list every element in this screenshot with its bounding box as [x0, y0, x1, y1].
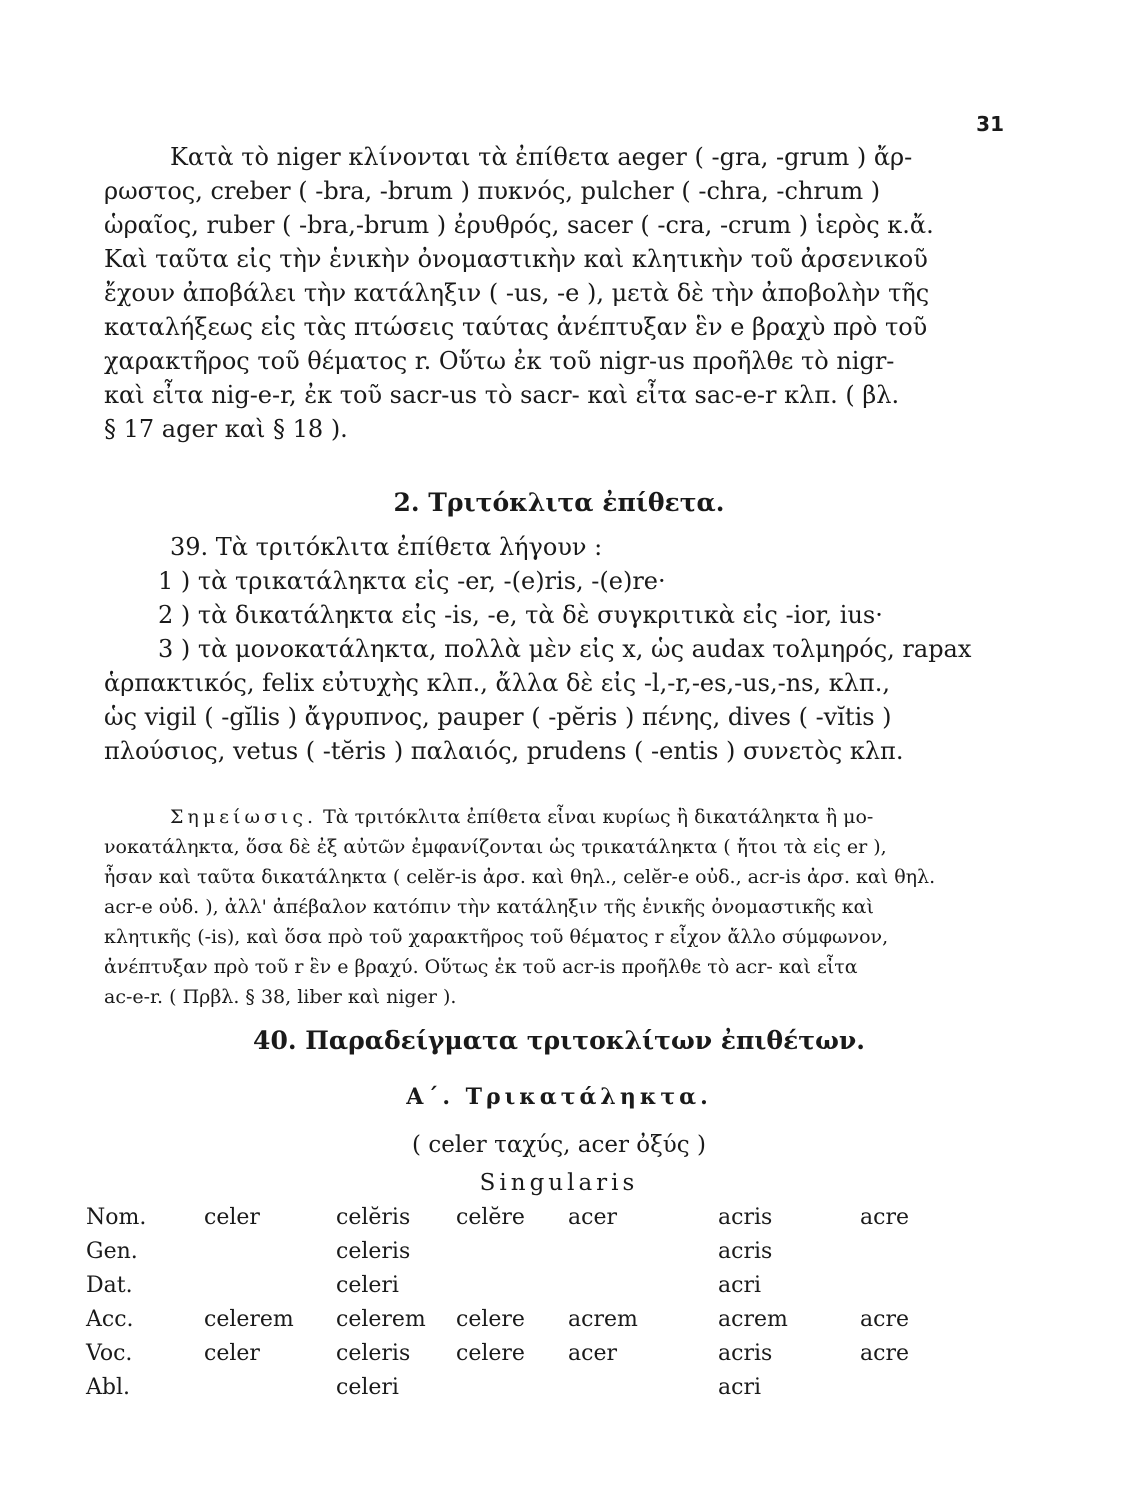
section-39 — [104, 530, 1014, 768]
case-label: Gen. — [86, 1239, 138, 1264]
note-line: ac-e-r. ( Πρβλ. § 38, liber καὶ niger ). — [104, 986, 457, 1008]
table-row — [86, 1375, 966, 1409]
case-label: Abl. — [86, 1375, 130, 1400]
form-cell: celer — [204, 1205, 260, 1230]
note — [104, 802, 1014, 1012]
case-label: Nom. — [86, 1205, 147, 1230]
note-line-1 — [104, 802, 1014, 832]
form-cell — [456, 1273, 568, 1307]
section-heading-2: 2. Τριτόκλιτα ἐπίθετα. — [393, 488, 725, 517]
form-cell: celere — [456, 1341, 525, 1366]
table-row — [86, 1307, 966, 1341]
note-text: Τὰ τριτόκλιτα ἐπίθετα εἶναι κυρίως ἢ δικατάληκτα ἢ μο- — [323, 806, 874, 828]
form-cell: celĕre — [456, 1205, 525, 1230]
form-cell: celerem — [204, 1307, 294, 1332]
note-line: κλητικῆς (-is), καὶ ὅσα πρὸ τοῦ χαρακτῆρος τοῦ θέματος r εἶχον ἄλλο σύμφωνον, — [104, 926, 889, 948]
table-row — [86, 1273, 966, 1307]
form-cell: celeris — [336, 1239, 411, 1264]
form-cell: acer — [568, 1205, 617, 1230]
form-cell: celĕris — [336, 1205, 411, 1230]
form-cell — [456, 1239, 568, 1273]
intro-line: καὶ εἶτα nig-e-r, ἐκ τοῦ sacr-us τὸ sacr- καὶ εἶτα sac-e-r κλπ. ( βλ. — [104, 381, 900, 409]
table-row — [86, 1205, 966, 1239]
form-cell — [860, 1239, 966, 1273]
note-line: ἦσαν καὶ ταῦτα δικατάληκτα ( celĕr-is ἀρσ. καὶ θηλ., celĕr-e οὐδ., acr-is ἀρσ. καὶ θηλ. — [104, 866, 936, 888]
form-cell: celer — [204, 1341, 260, 1366]
form-cell — [860, 1273, 966, 1307]
note-line: νοκατάληκτα, ὅσα δὲ ἐξ αὐτῶν ἐμφανίζονται ὡς τρικατάληκτα ( ἤτοι τὰ εἰς er ), — [104, 836, 887, 858]
form-cell: celeri — [336, 1273, 399, 1298]
note-line: ἀνέπτυξαν πρὸ τοῦ r ἓν e βραχύ. Οὕτως ἐκ τοῦ acr-is προῆλθε τὸ acr- καὶ εἶτα — [104, 956, 858, 978]
form-cell: acrem — [568, 1307, 638, 1332]
page-number: 31 — [976, 112, 1004, 136]
form-cell: celeris — [336, 1341, 411, 1366]
number-label: Singularis — [479, 1170, 639, 1196]
form-cell — [568, 1273, 718, 1307]
intro-line: χαρακτῆρος τοῦ θέματος r. Οὕτω ἐκ τοῦ nigr-us προῆλθε τὸ nigr- — [104, 347, 895, 375]
intro-paragraph — [104, 140, 1014, 446]
form-cell: acris — [718, 1341, 773, 1366]
form-cell — [456, 1375, 568, 1409]
table-row — [86, 1239, 966, 1273]
form-cell: celere — [456, 1307, 525, 1332]
form-cell: acer — [568, 1341, 617, 1366]
paradigm-table — [86, 1205, 966, 1409]
form-cell — [860, 1375, 966, 1409]
form-cell: acri — [718, 1273, 761, 1298]
form-cell: acre — [860, 1341, 909, 1366]
form-cell: acris — [718, 1205, 773, 1230]
note-line: acr-e οὐδ. ), ἀλλ' ἀπέβαλον κατόπιν τὴν κατάληξιν τῆς ἑνικῆς ὀνομαστικῆς καὶ — [104, 896, 874, 918]
case-label: Voc. — [86, 1341, 133, 1366]
list-item-continuation: ὡς vigil ( -gĭlis ) ἄγρυπνος, pauper ( -pĕris ) πένης, dives ( -vĭtis ) — [104, 703, 892, 731]
list-item: 1 ) τὰ τρικατάληκτα εἰς -er, -(e)ris, -(e)re· — [158, 567, 666, 595]
form-cell: acre — [860, 1205, 909, 1230]
note-label: Σημείωσις. — [170, 806, 318, 828]
examples-line: ( celer ταχύς, acer ὀξύς ) — [412, 1132, 706, 1158]
form-cell — [568, 1239, 718, 1273]
list-item-continuation: πλούσιος, vetus ( -tĕris ) παλαιός, prudens ( -entis ) συνετὸς κλπ. — [104, 737, 904, 765]
case-label: Acc. — [86, 1307, 134, 1332]
form-cell — [204, 1375, 336, 1409]
intro-line: ρωστος, creber ( -bra, -brum ) πυκνός, pulcher ( -chra, -chrum ) — [104, 177, 881, 205]
form-cell: acrem — [718, 1307, 788, 1332]
intro-line: καταλήξεως εἰς τὰς πτώσεις ταύτας ἀνέπτυξαν ἓν e βραχὺ πρὸ τοῦ — [104, 313, 928, 341]
list-item: 3 ) τὰ μονοκατάληκτα, πολλὰ μὲν εἰς x, ὡς audax τολμηρός, rapax — [158, 635, 972, 663]
form-cell: celerem — [336, 1307, 426, 1332]
intro-line: § 17 ager καὶ § 18 ). — [104, 415, 348, 443]
section-39-lead: 39. Τὰ τριτόκλιτα ἐπίθετα λήγουν : — [170, 533, 603, 561]
form-cell: acre — [860, 1307, 909, 1332]
intro-line: Καὶ ταῦτα εἰς τὴν ἑνικὴν ὀνομαστικὴν καὶ κλητικὴν τοῦ ἀρσενικοῦ — [104, 245, 928, 273]
intro-line: Κατὰ τὸ niger κλίνονται τὰ ἐπίθετα aeger ( -gra, -grum ) ἄρ- — [170, 143, 913, 171]
table-row — [86, 1341, 966, 1375]
form-cell: acris — [718, 1239, 773, 1264]
form-cell: acri — [718, 1375, 761, 1400]
intro-line: ἔχουν ἀποβάλει τὴν κατάληξιν ( -us, -e ), μετὰ δὲ τὴν ἀποβολὴν τῆς — [104, 279, 930, 307]
form-cell: celeri — [336, 1375, 399, 1400]
list-item: 2 ) τὰ δικατάληκτα εἰς -is, -e, τὰ δὲ συγκριτικὰ εἰς -ior, ius· — [158, 601, 883, 629]
form-cell — [204, 1239, 336, 1273]
intro-line: ὡραῖος, ruber ( -bra,-brum ) ἐρυθρός, sacer ( -cra, -crum ) ἱερὸς κ.ἄ. — [104, 211, 934, 239]
list-item-continuation: ἁρπακτικός, felix εὐτυχὴς κλπ., ἄλλα δὲ εἰς -l,-r,-es,-us,-ns, κλπ., — [104, 669, 890, 697]
form-cell — [204, 1273, 336, 1307]
subheading-a: Α΄. Τρικατάληκτα. — [406, 1084, 712, 1110]
case-label: Dat. — [86, 1273, 133, 1298]
form-cell — [568, 1375, 718, 1409]
section-heading-40: 40. Παραδείγματα τριτοκλίτων ἐπιθέτων. — [253, 1026, 865, 1055]
